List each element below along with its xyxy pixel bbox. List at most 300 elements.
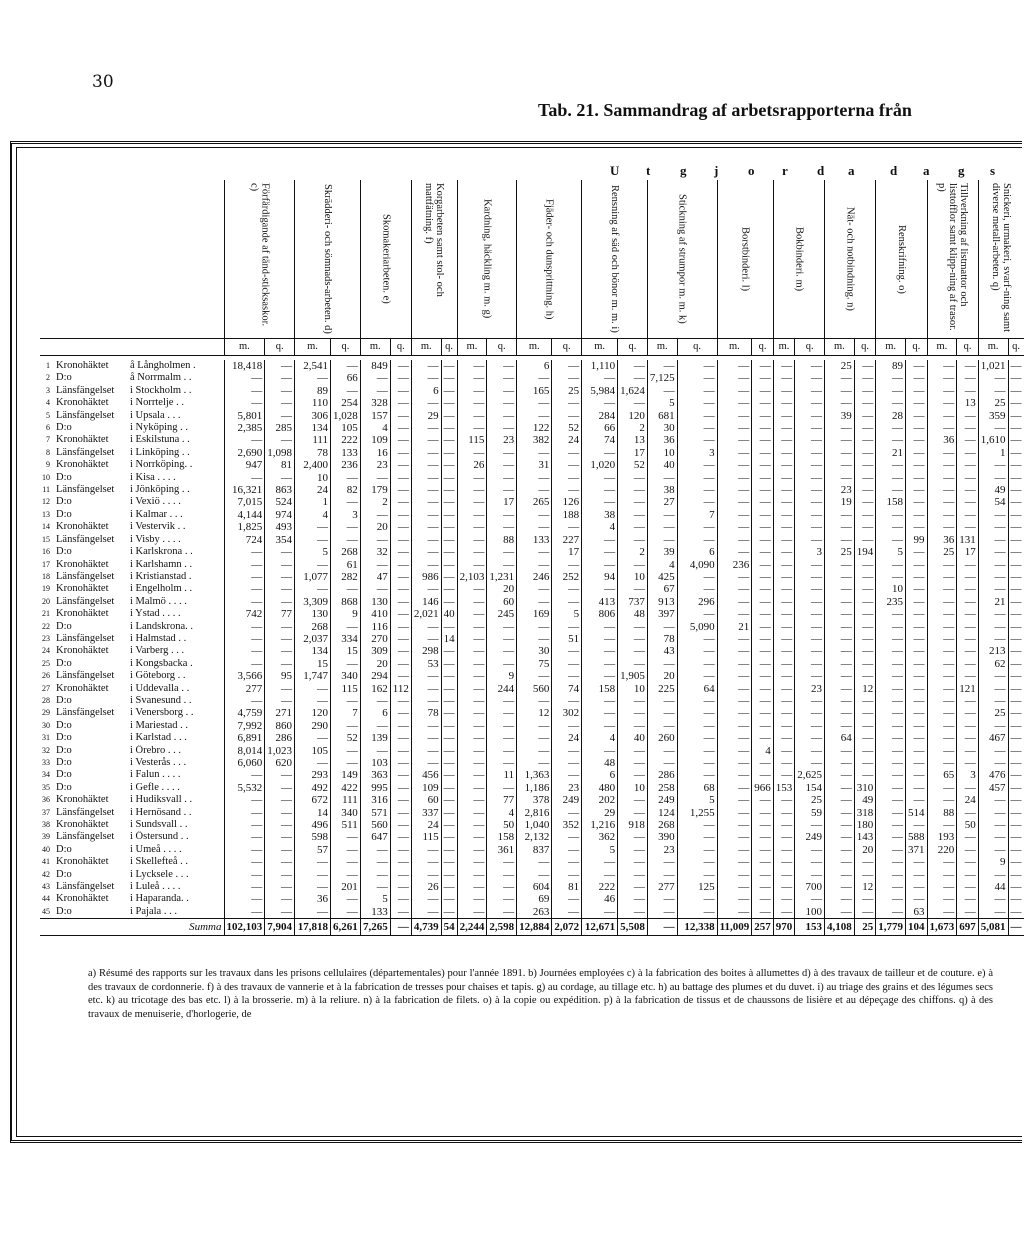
value-cell: — bbox=[717, 856, 752, 868]
institution-place: i Linköping . . bbox=[130, 446, 190, 458]
institution-type: Länsfängelset bbox=[56, 446, 115, 458]
institution-place: i Hudiksvall . . bbox=[130, 794, 193, 806]
value-cell: — bbox=[978, 831, 1008, 843]
value-cell: — bbox=[773, 484, 795, 496]
column-header-label: Skrädderi- och sömnads-arbeten. d) bbox=[321, 184, 333, 334]
value-cell: 7,992 bbox=[224, 720, 265, 732]
value-cell: — bbox=[411, 633, 441, 645]
value-cell: — bbox=[752, 893, 774, 905]
value-cell: — bbox=[647, 720, 677, 732]
value-cell: — bbox=[265, 472, 295, 484]
value-cell: — bbox=[927, 707, 957, 719]
value-cell: — bbox=[677, 484, 717, 496]
value-cell: — bbox=[1008, 434, 1024, 446]
value-cell: — bbox=[411, 559, 441, 571]
value-cell: — bbox=[927, 410, 957, 422]
value-cell: 59 bbox=[795, 807, 825, 819]
value-cell: — bbox=[957, 596, 979, 608]
value-cell: — bbox=[927, 608, 957, 620]
value-cell: 5,801 bbox=[224, 410, 265, 422]
value-cell: — bbox=[825, 745, 855, 757]
value-cell: — bbox=[390, 472, 411, 484]
value-cell: — bbox=[957, 645, 979, 657]
value-cell: — bbox=[717, 472, 752, 484]
value-cell: — bbox=[876, 472, 906, 484]
institution-type: Kronohäktet bbox=[56, 558, 109, 570]
value-cell: — bbox=[582, 372, 618, 384]
value-cell: — bbox=[390, 397, 411, 409]
value-cell: 222 bbox=[331, 434, 361, 446]
value-cell: — bbox=[773, 410, 795, 422]
value-cell: — bbox=[825, 831, 855, 843]
value-cell: — bbox=[876, 372, 906, 384]
value-cell: — bbox=[224, 794, 265, 806]
value-cell: — bbox=[265, 621, 295, 633]
value-cell: — bbox=[927, 720, 957, 732]
value-cell: 64 bbox=[825, 732, 855, 744]
value-cell: — bbox=[677, 608, 717, 620]
value-cell: — bbox=[487, 521, 517, 533]
value-cell: 31 bbox=[517, 459, 552, 471]
value-cell: — bbox=[618, 720, 648, 732]
value-cell: — bbox=[677, 856, 717, 868]
value-cell: — bbox=[854, 472, 876, 484]
value-cell: — bbox=[773, 459, 795, 471]
value-cell: — bbox=[517, 484, 552, 496]
value-cell: — bbox=[978, 459, 1008, 471]
value-cell: — bbox=[795, 422, 825, 434]
value-cell: — bbox=[1008, 521, 1024, 533]
value-cell: — bbox=[390, 670, 411, 682]
value-cell: — bbox=[752, 459, 774, 471]
value-cell: — bbox=[752, 422, 774, 434]
value-cell: — bbox=[927, 385, 957, 397]
value-cell: 4,759 bbox=[224, 707, 265, 719]
value-cell: — bbox=[517, 472, 552, 484]
value-cell: 29 bbox=[582, 807, 618, 819]
value-cell: — bbox=[677, 720, 717, 732]
value-cell: — bbox=[265, 571, 295, 583]
value-cell: 1,363 bbox=[517, 769, 552, 781]
value-cell: — bbox=[773, 596, 795, 608]
value-cell: — bbox=[457, 360, 487, 372]
value-cell: — bbox=[1008, 410, 1024, 422]
column-header-label: Nät- och notbindning. n) bbox=[844, 207, 856, 311]
value-cell: — bbox=[487, 509, 517, 521]
value-cell: 78 bbox=[295, 447, 331, 459]
institution-place: i Luleå . . . . bbox=[130, 881, 181, 893]
value-cell: — bbox=[906, 509, 928, 521]
value-cell: — bbox=[224, 856, 265, 868]
value-cell: — bbox=[773, 745, 795, 757]
value-cell: 4 bbox=[582, 732, 618, 744]
value-cell: — bbox=[854, 422, 876, 434]
value-cell: — bbox=[441, 745, 457, 757]
value-cell: 294 bbox=[360, 670, 390, 682]
value-cell: — bbox=[927, 683, 957, 695]
value-cell: — bbox=[854, 869, 876, 881]
value-cell: 95 bbox=[265, 670, 295, 682]
value-cell: 1,110 bbox=[582, 360, 618, 372]
value-cell: — bbox=[618, 769, 648, 781]
value-cell: 94 bbox=[582, 571, 618, 583]
value-cell: 29 bbox=[411, 410, 441, 422]
value-cell: 2,103 bbox=[457, 571, 487, 583]
institution-type: D:o bbox=[56, 732, 72, 744]
value-cell: — bbox=[773, 521, 795, 533]
table-row bbox=[40, 893, 1024, 905]
value-cell: — bbox=[295, 583, 331, 595]
value-cell: — bbox=[717, 534, 752, 546]
row-number: 9 bbox=[46, 460, 50, 470]
value-cell: — bbox=[773, 645, 795, 657]
value-cell: — bbox=[441, 658, 457, 670]
value-cell: — bbox=[390, 881, 411, 893]
column-header bbox=[717, 180, 773, 339]
value-cell: — bbox=[647, 745, 677, 757]
value-cell: — bbox=[457, 893, 487, 905]
value-cell: — bbox=[717, 782, 752, 794]
value-cell: 2,037 bbox=[295, 633, 331, 645]
value-cell: — bbox=[517, 410, 552, 422]
value-cell: — bbox=[677, 670, 717, 682]
unit-m: m. bbox=[717, 339, 752, 356]
value-cell: — bbox=[618, 559, 648, 571]
value-cell: 66 bbox=[582, 422, 618, 434]
value-cell: — bbox=[224, 695, 265, 707]
table-row bbox=[40, 434, 1024, 446]
value-cell: — bbox=[795, 484, 825, 496]
value-cell: — bbox=[360, 869, 390, 881]
value-cell: — bbox=[927, 658, 957, 670]
table-row bbox=[40, 571, 1024, 583]
value-cell: — bbox=[752, 385, 774, 397]
institution-type: Länsfängelset bbox=[56, 570, 115, 582]
value-cell: 24 bbox=[957, 794, 979, 806]
value-cell: — bbox=[927, 496, 957, 508]
value-cell: — bbox=[457, 707, 487, 719]
heading-letter: r bbox=[782, 163, 788, 178]
institution-place: i Jönköping . . bbox=[130, 484, 190, 496]
value-cell: — bbox=[854, 447, 876, 459]
value-cell: — bbox=[582, 496, 618, 508]
value-cell: — bbox=[224, 658, 265, 670]
value-cell: 30 bbox=[517, 645, 552, 657]
value-cell: — bbox=[1008, 559, 1024, 571]
table-row bbox=[40, 621, 1024, 633]
value-cell: 1,747 bbox=[295, 670, 331, 682]
value-cell: 23 bbox=[360, 459, 390, 471]
value-cell: — bbox=[390, 410, 411, 422]
value-cell: — bbox=[265, 360, 295, 372]
value-cell: — bbox=[677, 385, 717, 397]
value-cell: — bbox=[957, 782, 979, 794]
value-cell: — bbox=[876, 484, 906, 496]
value-cell: 268 bbox=[331, 546, 361, 558]
value-cell: — bbox=[265, 434, 295, 446]
value-cell: — bbox=[618, 397, 648, 409]
value-cell: — bbox=[411, 683, 441, 695]
value-cell: — bbox=[582, 707, 618, 719]
row-number: 27 bbox=[42, 683, 50, 693]
value-cell: — bbox=[677, 658, 717, 670]
value-cell: — bbox=[795, 745, 825, 757]
institution-place: i Haparanda. . bbox=[130, 893, 189, 905]
value-cell: 134 bbox=[295, 422, 331, 434]
value-cell: — bbox=[390, 745, 411, 757]
summa-cell: 12,671 bbox=[582, 919, 618, 936]
value-cell: — bbox=[441, 720, 457, 732]
value-cell: 918 bbox=[618, 819, 648, 831]
institution-type: Kronohäktet bbox=[56, 856, 109, 868]
value-cell: 115 bbox=[457, 434, 487, 446]
table-row bbox=[40, 596, 1024, 608]
column-header bbox=[360, 180, 411, 339]
value-cell: 7,015 bbox=[224, 496, 265, 508]
value-cell: 149 bbox=[331, 769, 361, 781]
value-cell: — bbox=[795, 893, 825, 905]
value-cell: — bbox=[795, 757, 825, 769]
value-cell: 340 bbox=[331, 670, 361, 682]
value-cell: 188 bbox=[552, 509, 582, 521]
value-cell: — bbox=[717, 422, 752, 434]
value-cell: — bbox=[360, 881, 390, 893]
value-cell: 10 bbox=[618, 683, 648, 695]
table-row bbox=[40, 844, 1024, 856]
value-cell: — bbox=[927, 757, 957, 769]
summa-cell: 4,108 bbox=[825, 919, 855, 936]
value-cell: — bbox=[854, 496, 876, 508]
value-cell: — bbox=[1008, 459, 1024, 471]
value-cell: — bbox=[906, 571, 928, 583]
value-cell: — bbox=[265, 546, 295, 558]
row-number: 24 bbox=[42, 646, 50, 656]
value-cell: — bbox=[825, 645, 855, 657]
value-cell: 11 bbox=[487, 769, 517, 781]
value-cell: — bbox=[1008, 372, 1024, 384]
value-cell: — bbox=[677, 534, 717, 546]
value-cell: — bbox=[224, 571, 265, 583]
row-number: 23 bbox=[42, 633, 50, 643]
value-cell: — bbox=[752, 831, 774, 843]
value-cell: 235 bbox=[876, 596, 906, 608]
table-row bbox=[40, 670, 1024, 682]
value-cell: — bbox=[795, 571, 825, 583]
value-cell: — bbox=[390, 794, 411, 806]
value-cell: 24 bbox=[552, 732, 582, 744]
value-cell: — bbox=[618, 831, 648, 843]
value-cell: 3 bbox=[957, 769, 979, 781]
value-cell: — bbox=[618, 534, 648, 546]
value-cell: — bbox=[773, 509, 795, 521]
value-cell: 7 bbox=[677, 509, 717, 521]
value-cell: — bbox=[927, 819, 957, 831]
institution-place: i Sundsvall . . bbox=[130, 819, 188, 831]
value-cell: — bbox=[906, 658, 928, 670]
value-cell: — bbox=[457, 769, 487, 781]
value-cell: — bbox=[411, 695, 441, 707]
value-cell: — bbox=[517, 583, 552, 595]
value-cell: — bbox=[360, 509, 390, 521]
value-cell: — bbox=[927, 596, 957, 608]
value-cell: 225 bbox=[647, 683, 677, 695]
value-cell: — bbox=[854, 484, 876, 496]
value-cell: 62 bbox=[978, 658, 1008, 670]
value-cell: — bbox=[752, 410, 774, 422]
value-cell: — bbox=[441, 571, 457, 583]
column-header-label: Kardning, häckling m. m. g) bbox=[481, 199, 493, 319]
value-cell: — bbox=[411, 509, 441, 521]
institution-type: Kronohäktet bbox=[56, 608, 109, 620]
value-cell: 514 bbox=[906, 807, 928, 819]
value-cell: 293 bbox=[295, 769, 331, 781]
value-cell: — bbox=[487, 360, 517, 372]
value-cell: — bbox=[265, 782, 295, 794]
value-cell: 26 bbox=[457, 459, 487, 471]
value-cell: — bbox=[927, 397, 957, 409]
value-cell: 4,090 bbox=[677, 559, 717, 571]
value-cell: — bbox=[717, 410, 752, 422]
value-cell: — bbox=[876, 794, 906, 806]
value-cell: 2 bbox=[618, 422, 648, 434]
value-cell: — bbox=[441, 360, 457, 372]
institution-type: D:o bbox=[56, 471, 72, 483]
value-cell: 82 bbox=[331, 484, 361, 496]
value-cell: 5 bbox=[360, 893, 390, 905]
value-cell: 25 bbox=[978, 397, 1008, 409]
value-cell: — bbox=[927, 794, 957, 806]
row-number: 34 bbox=[42, 770, 50, 780]
value-cell: — bbox=[224, 906, 265, 919]
value-cell: — bbox=[677, 869, 717, 881]
value-cell: — bbox=[876, 385, 906, 397]
row-number: 4 bbox=[46, 398, 50, 408]
value-cell: 115 bbox=[331, 683, 361, 695]
value-cell: — bbox=[978, 893, 1008, 905]
value-cell: — bbox=[677, 521, 717, 533]
table-row bbox=[40, 658, 1024, 670]
value-cell: 109 bbox=[360, 434, 390, 446]
row-number: 14 bbox=[42, 522, 50, 532]
value-cell: 524 bbox=[265, 496, 295, 508]
unit-m: m. bbox=[517, 339, 552, 356]
value-cell: — bbox=[552, 906, 582, 919]
value-cell: — bbox=[457, 757, 487, 769]
value-cell: — bbox=[752, 658, 774, 670]
summa-cell: 25 bbox=[854, 919, 876, 936]
value-cell: — bbox=[876, 856, 906, 868]
institution-type: Länsfängelset bbox=[56, 384, 115, 396]
value-cell: — bbox=[552, 769, 582, 781]
value-cell: 306 bbox=[295, 410, 331, 422]
value-cell: 100 bbox=[795, 906, 825, 919]
value-cell: 860 bbox=[265, 720, 295, 732]
value-cell: 974 bbox=[265, 509, 295, 521]
value-cell: — bbox=[978, 372, 1008, 384]
column-header-label: Bokbinderi. m) bbox=[793, 226, 805, 292]
value-cell: — bbox=[876, 881, 906, 893]
value-cell: 20 bbox=[487, 583, 517, 595]
value-cell: — bbox=[906, 819, 928, 831]
value-cell: 390 bbox=[647, 831, 677, 843]
value-cell: — bbox=[552, 484, 582, 496]
value-cell: — bbox=[752, 794, 774, 806]
value-cell: — bbox=[825, 434, 855, 446]
column-header-label: Skomakeriarbeten. e) bbox=[380, 214, 392, 304]
value-cell: — bbox=[927, 782, 957, 794]
value-cell: — bbox=[457, 695, 487, 707]
value-cell: — bbox=[876, 459, 906, 471]
value-cell: — bbox=[795, 621, 825, 633]
value-cell: 413 bbox=[582, 596, 618, 608]
value-cell: — bbox=[773, 906, 795, 919]
value-cell: — bbox=[854, 434, 876, 446]
value-cell: — bbox=[224, 472, 265, 484]
value-cell: — bbox=[647, 621, 677, 633]
value-cell: — bbox=[773, 757, 795, 769]
value-cell: — bbox=[441, 893, 457, 905]
value-cell: — bbox=[717, 521, 752, 533]
value-cell: — bbox=[825, 534, 855, 546]
value-cell: — bbox=[390, 546, 411, 558]
value-cell: — bbox=[457, 509, 487, 521]
value-cell: — bbox=[773, 881, 795, 893]
value-cell: — bbox=[457, 472, 487, 484]
unit-m: m. bbox=[978, 339, 1008, 356]
value-cell: — bbox=[224, 434, 265, 446]
value-cell: 1,610 bbox=[978, 434, 1008, 446]
value-cell: 133 bbox=[331, 447, 361, 459]
institution-type: Länsfängelset bbox=[56, 707, 115, 719]
institution-type: Länsfängelset bbox=[56, 409, 115, 421]
value-cell: 130 bbox=[360, 596, 390, 608]
value-cell: — bbox=[927, 360, 957, 372]
value-cell: — bbox=[618, 658, 648, 670]
value-cell: 363 bbox=[360, 769, 390, 781]
value-cell: — bbox=[795, 869, 825, 881]
value-cell: — bbox=[582, 670, 618, 682]
value-cell: — bbox=[295, 521, 331, 533]
value-cell: — bbox=[487, 484, 517, 496]
value-cell: — bbox=[752, 583, 774, 595]
value-cell: — bbox=[390, 447, 411, 459]
value-cell: — bbox=[265, 583, 295, 595]
institution-type: Kronohäktet bbox=[56, 645, 109, 657]
value-cell: — bbox=[1008, 484, 1024, 496]
value-cell: — bbox=[717, 509, 752, 521]
value-cell: — bbox=[618, 496, 648, 508]
value-cell: — bbox=[773, 360, 795, 372]
value-cell: 1 bbox=[978, 447, 1008, 459]
value-cell: — bbox=[618, 794, 648, 806]
value-cell: — bbox=[957, 559, 979, 571]
heading-letter: a bbox=[923, 163, 930, 178]
value-cell: — bbox=[390, 372, 411, 384]
summa-cell: 2,598 bbox=[487, 919, 517, 936]
value-cell: — bbox=[752, 521, 774, 533]
value-cell: 17 bbox=[487, 496, 517, 508]
value-cell: — bbox=[927, 906, 957, 919]
value-cell: — bbox=[441, 844, 457, 856]
institution-place: i Örebro . . . bbox=[130, 744, 182, 756]
value-cell: — bbox=[957, 621, 979, 633]
value-cell: — bbox=[906, 397, 928, 409]
value-cell: 158 bbox=[876, 496, 906, 508]
value-cell: 146 bbox=[411, 596, 441, 608]
unit-q: q. bbox=[265, 339, 295, 356]
table-row bbox=[40, 559, 1024, 571]
value-cell: — bbox=[752, 472, 774, 484]
